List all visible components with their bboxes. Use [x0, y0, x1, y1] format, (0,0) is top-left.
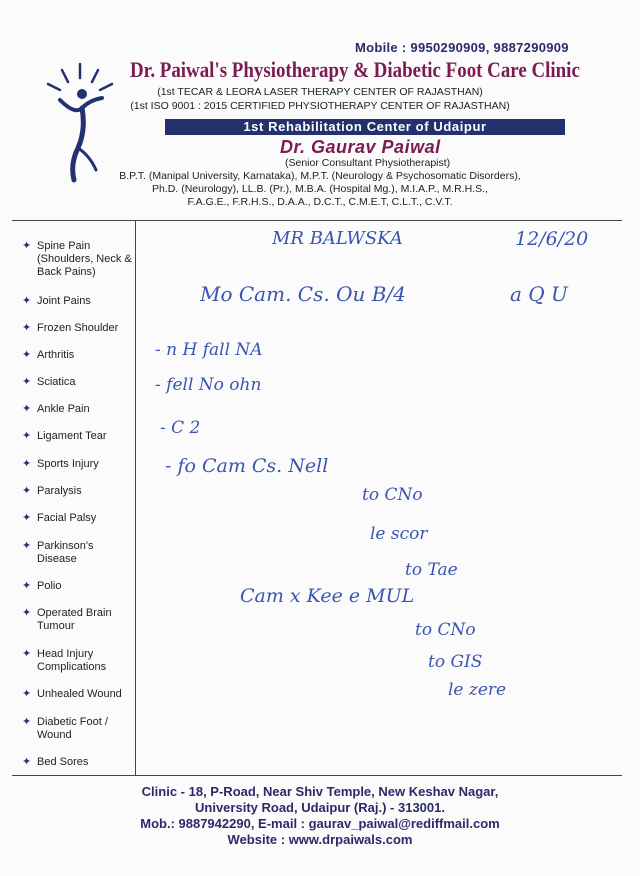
note-line: - C 2 — [160, 418, 201, 438]
list-item: ✦ Operated Brain Tumour — [22, 607, 112, 632]
list-item: ✦ Ligament Tear — [22, 430, 107, 442]
clinic-website: Website : www.drpaiwals.com — [227, 832, 413, 847]
rehab-center-band: 1st Rehabilitation Center of Udaipur — [165, 119, 565, 135]
note-line: Mo Cam. Cs. Ou B/4 — [200, 282, 406, 306]
list-item: ✦ Spine Pain (Shoulders, Neck & Back Pains) — [22, 240, 132, 278]
note-line: to Tae — [405, 560, 458, 580]
star-bullet-icon: ✦ — [22, 403, 32, 415]
clinic-address-1: Clinic - 18, P-Road, Near Shiv Temple, New Keshav Nagar, — [141, 784, 499, 799]
contact-mobile-email: Mob.: 9887942290, E-mail : gaurav_paiwal@rediffmail.com — [140, 816, 500, 831]
star-bullet-icon: ✦ — [22, 485, 32, 497]
list-item: ✦ Parkinson's Disease — [22, 540, 94, 565]
list-item: ✦ Polio — [22, 580, 62, 592]
list-item: ✦ Facial Palsy — [22, 512, 97, 524]
clinic-name: Dr. Paiwal's Physiotherapy & Diabetic Foot Care Clinic — [130, 57, 580, 82]
note-line: le zere — [448, 680, 507, 700]
doctor-name: Dr. Gaurav Paiwal — [280, 137, 441, 157]
list-item: ✦ Frozen Shoulder — [22, 322, 119, 334]
star-bullet-icon: ✦ — [22, 540, 32, 552]
list-item: ✦ Head Injury Complications — [22, 648, 107, 673]
patient-name: MR BALWSKA — [272, 228, 403, 249]
star-bullet-icon: ✦ — [22, 512, 32, 524]
tagline-tecar: (1st TECAR & LEORA LASER THERAPY CENTER OF RAJASTHAN) — [157, 86, 483, 98]
note-line: le scor — [370, 524, 428, 544]
doctor-title: (Senior Consultant Physiotherapist) — [285, 157, 451, 169]
star-bullet-icon: ✦ — [22, 430, 32, 442]
qualifications-2: Ph.D. (Neurology), LL.B. (Pr.), M.B.A. (Hospital Mg.), M.I.A.P., M.R.H.S., — [152, 183, 488, 195]
note-line: - fell No ohn — [155, 375, 262, 395]
note-line: to CNo — [415, 620, 476, 640]
star-bullet-icon: ✦ — [22, 458, 32, 470]
clinic-address-2: University Road, Udaipur (Raj.) - 313001. — [195, 800, 445, 815]
list-item: ✦ Sports Injury — [22, 458, 99, 470]
mobile-numbers: Mobile : 9950290909, 9887290909 — [355, 40, 569, 55]
tagline-iso: (1st ISO 9001 : 2015 CERTIFIED PHYSIOTHERAPY CENTER OF RAJASTHAN) — [130, 100, 510, 112]
star-bullet-icon: ✦ — [22, 376, 32, 388]
header-divider — [12, 220, 622, 221]
star-bullet-icon: ✦ — [22, 607, 32, 619]
star-bullet-icon: ✦ — [22, 580, 32, 592]
note-line: to GIS — [428, 652, 483, 672]
list-item: ✦ Diabetic Foot / Wound — [22, 716, 108, 741]
note-line: - n H fall NA — [155, 340, 263, 360]
star-bullet-icon: ✦ — [22, 322, 32, 334]
star-bullet-icon: ✦ — [22, 240, 32, 252]
list-item: ✦ Bed Sores — [22, 756, 89, 768]
list-item: ✦ Ankle Pain — [22, 403, 90, 415]
note-line: to CNo — [362, 485, 423, 505]
list-item: ✦ Paralysis — [22, 485, 82, 497]
note-line: Cam x Kee e MUL — [240, 585, 415, 607]
star-bullet-icon: ✦ — [22, 648, 32, 660]
sidebar-divider — [135, 220, 136, 775]
list-item: ✦ Unhealed Wound — [22, 688, 122, 700]
qualifications-1: B.P.T. (Manipal University, Karnataka), M.P.T. (Neurology & Psychosomatic Disorders), — [119, 170, 521, 182]
list-item: ✦ Sciatica — [22, 376, 76, 388]
visit-date: 12/6/20 — [515, 228, 589, 250]
qualifications-3: F.A.G.E., F.R.H.S., D.A.A., D.C.T., C.M.E.T, C.L.T., C.V.T. — [187, 196, 453, 208]
star-bullet-icon: ✦ — [22, 688, 32, 700]
list-item: ✦ Arthritis — [22, 349, 75, 361]
list-item: ✦ Joint Pains — [22, 295, 91, 307]
footer-divider — [12, 775, 622, 776]
star-bullet-icon: ✦ — [22, 349, 32, 361]
star-bullet-icon: ✦ — [22, 295, 32, 307]
star-bullet-icon: ✦ — [22, 716, 32, 728]
note-line: a Q U — [510, 282, 568, 306]
note-line: - fo Cam Cs. Nell — [165, 455, 329, 477]
star-bullet-icon: ✦ — [22, 756, 32, 768]
